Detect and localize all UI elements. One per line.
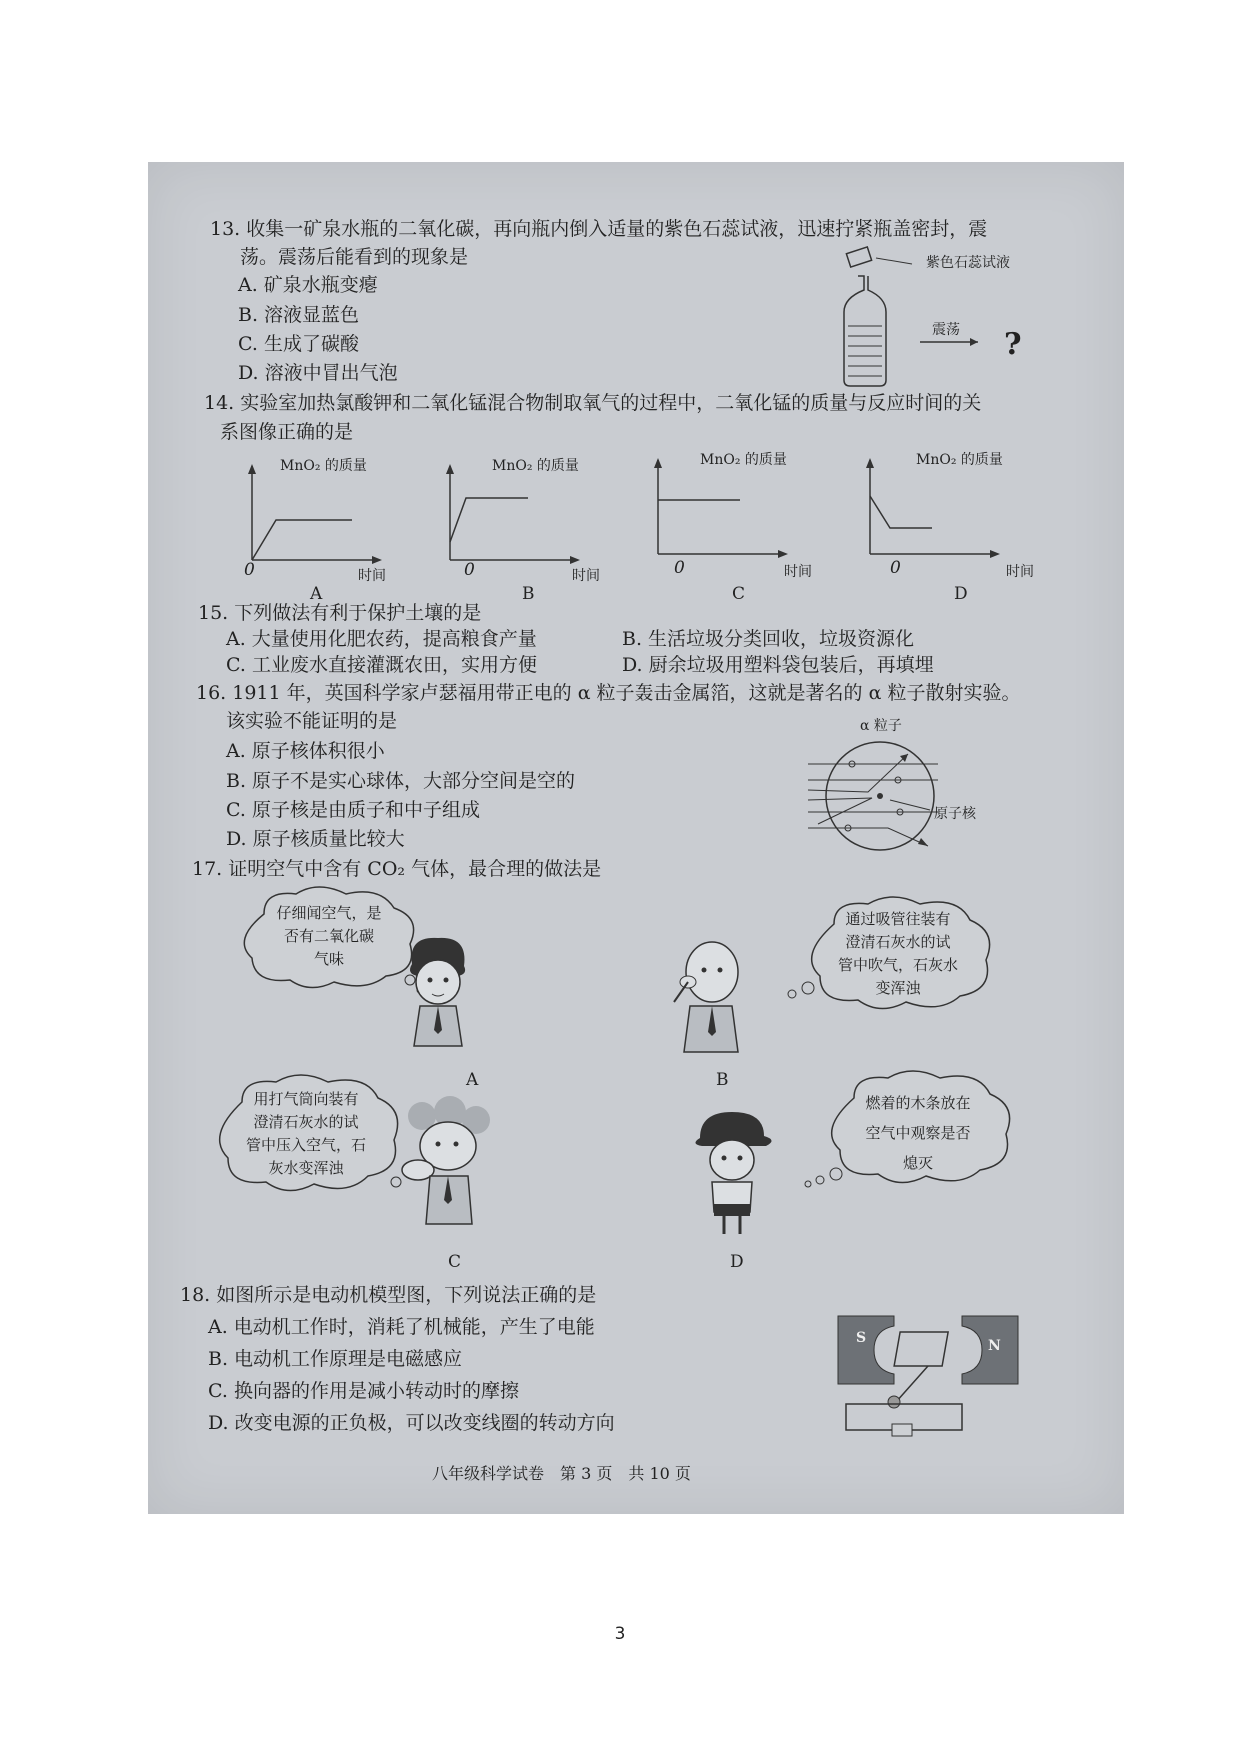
cloud-b-letter: B: [716, 1070, 729, 1090]
bottle-figure: [838, 250, 1068, 390]
cloud-b-line2: 澄清石灰水的试: [845, 933, 951, 951]
graph-c: [638, 456, 798, 556]
cloud-b-text: [818, 908, 978, 1000]
q18-stem: 18. 如图所示是电动机模型图，下列说法正确的是: [180, 1284, 597, 1306]
graph-b-xlabel: 时间: [572, 568, 600, 584]
q16-option-a: A. 原子核体积很小: [226, 740, 385, 762]
bottle-label-liquid: 紫色石蕊试液: [926, 255, 1010, 271]
q13-option-a: A. 矿泉水瓶变瘪: [238, 274, 378, 296]
q16-option-d: D. 原子核质量比较大: [226, 828, 405, 850]
graph-a-origin: 0: [244, 560, 255, 580]
q16-line2: 该实验不能证明的是: [226, 710, 398, 732]
cloud-d-text: [840, 1088, 996, 1178]
graph-b-letter: B: [522, 584, 535, 604]
nucleus-label: 原子核: [934, 806, 976, 822]
cloud-c-line2: 澄清石灰水的试: [253, 1113, 359, 1131]
graph-c-origin: 0: [674, 558, 685, 578]
cloud-d-line2: 空气中观察是否: [865, 1124, 971, 1142]
cloud-c-line1: 用打气筒向装有: [253, 1090, 359, 1108]
q13-option-d: D. 溶液中冒出气泡: [238, 362, 398, 384]
graph-b-origin: 0: [464, 560, 475, 580]
cartoon-person-c: [388, 1100, 508, 1230]
q13-line2: 荡。震荡后能看到的现象是: [240, 246, 469, 268]
cloud-b-line1: 通过吸管往装有: [845, 910, 951, 928]
q18-option-c: C. 换向器的作用是减小转动时的摩擦: [208, 1380, 519, 1402]
graph-a: [232, 462, 392, 562]
graph-a-xlabel: 时间: [358, 568, 386, 584]
cloud-a-line3: 气味: [313, 950, 344, 968]
cloud-d-line3: 熄灭: [902, 1154, 933, 1172]
alpha-label: α 粒子: [860, 718, 902, 734]
bottle-label-shake: 震荡: [932, 322, 960, 338]
alpha-scattering-figure: [808, 734, 948, 854]
cloud-a-line1: 仔细闻空气，是: [276, 904, 382, 922]
graph-c-xlabel: 时间: [784, 564, 812, 580]
q13-line1: 13. 收集一矿泉水瓶的二氧化碳，再向瓶内倒入适量的紫色石蕊试液，迅速拧紧瓶盖密封，震: [210, 218, 988, 240]
graph-d: [850, 456, 1010, 556]
q14-line2: 系图像正确的是: [220, 421, 354, 443]
q16-option-b: B. 原子不是实心球体，大部分空间是空的: [226, 770, 576, 792]
q15-option-b: B. 生活垃圾分类回收，垃圾资源化: [622, 628, 915, 650]
q18-option-b: B. 电动机工作原理是电磁感应: [208, 1348, 463, 1370]
q15-stem: 15. 下列做法有利于保护土壤的是: [198, 602, 482, 624]
cloud-c-text: [224, 1088, 388, 1180]
cloud-a-text: [254, 902, 404, 971]
graph-b: [430, 462, 590, 562]
graph-c-ylabel: MnO₂ 的质量: [700, 452, 787, 468]
graph-d-letter: D: [954, 584, 968, 604]
magnet-n-label: N: [988, 1338, 1001, 1354]
q16-line1: 16. 1911 年，英国科学家卢瑟福用带正电的 α 粒子轰击金属箔，这就是著名的 α 粒子散射实验。: [196, 682, 1021, 704]
motor-model-figure: [838, 1310, 1018, 1434]
q15-option-c: C. 工业废水直接灌溉农田，实用方便: [226, 654, 537, 676]
q18-option-d: D. 改变电源的正负极，可以改变线圈的转动方向: [208, 1412, 615, 1434]
q13-option-b: B. 溶液显蓝色: [238, 304, 360, 326]
graph-d-xlabel: 时间: [1006, 564, 1034, 580]
bottle-question-mark: ?: [1004, 327, 1022, 362]
graph-c-letter: C: [732, 584, 746, 604]
exam-photo: [148, 162, 1124, 1514]
graph-a-ylabel: MnO₂ 的质量: [280, 458, 367, 474]
q14-line1: 14. 实验室加热氯酸钾和二氧化锰混合物制取氧气的过程中，二氧化锰的质量与反应时间的关: [204, 392, 982, 414]
cartoon-person-b: [666, 932, 756, 1062]
cloud-d-letter: D: [730, 1252, 744, 1272]
graph-a-letter: A: [310, 584, 323, 604]
graph-b-ylabel: MnO₂ 的质量: [492, 458, 579, 474]
page-number: 3: [614, 1624, 626, 1644]
cloud-c-line4: 灰水变浑浊: [268, 1159, 344, 1177]
q18-option-a: A. 电动机工作时，消耗了机械能，产生了电能: [208, 1316, 595, 1338]
graph-d-origin: 0: [890, 558, 901, 578]
cloud-b-line4: 变浑浊: [875, 979, 921, 997]
cartoon-person-d: [688, 1108, 778, 1238]
q15-option-a: A. 大量使用化肥农药，提高粮食产量: [226, 628, 537, 650]
cloud-c-letter: C: [448, 1252, 462, 1272]
cartoon-person-a: [398, 934, 478, 1054]
magnet-s-label: S: [856, 1330, 867, 1346]
q15-option-d: D. 厨余垃圾用塑料袋包装后，再填埋: [622, 654, 934, 676]
cloud-b-line3: 管中吹气，石灰水: [837, 956, 958, 974]
exam-footer: 八年级科学试卷 第 3 页 共 10 页: [432, 1464, 691, 1483]
cloud-a-letter: A: [466, 1070, 479, 1090]
cloud-d-line1: 燃着的木条放在: [865, 1094, 971, 1112]
q16-option-c: C. 原子核是由质子和中子组成: [226, 799, 480, 821]
graph-d-ylabel: MnO₂ 的质量: [916, 452, 1003, 468]
q13-option-c: C. 生成了碳酸: [238, 333, 359, 355]
cloud-a-line2: 否有二氧化碳: [283, 927, 374, 945]
q17-stem: 17. 证明空气中含有 CO₂ 气体，最合理的做法是: [192, 858, 602, 880]
cloud-c-line3: 管中压入空气，石: [245, 1136, 366, 1154]
